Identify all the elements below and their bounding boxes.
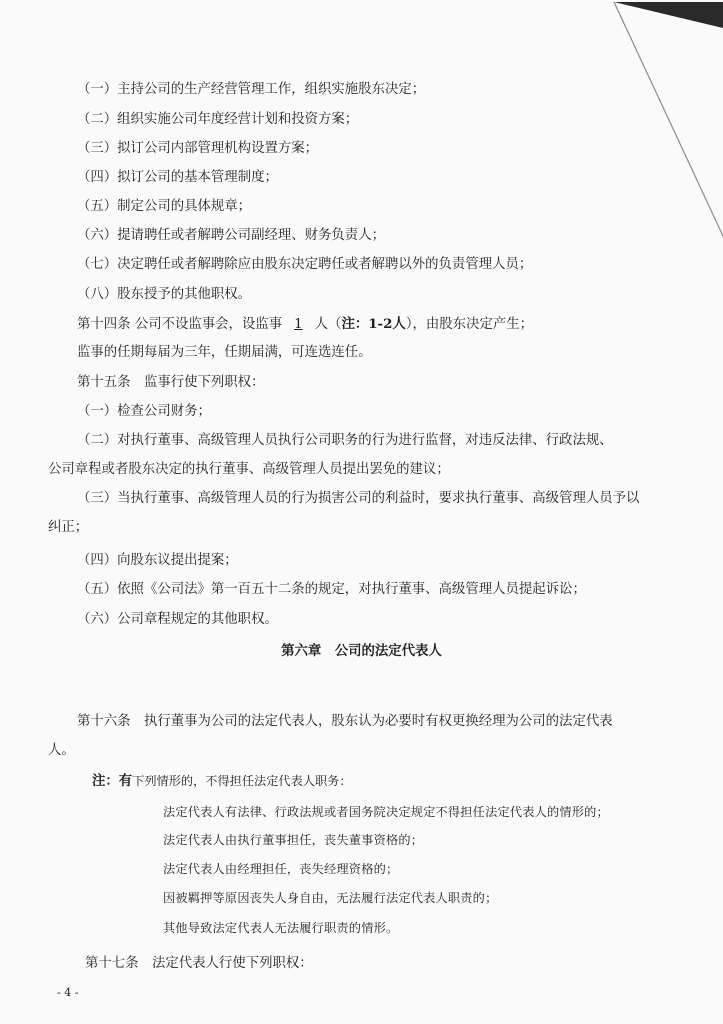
article-14-note: 注：1-2人: [341, 316, 406, 332]
article-15-title: 第十五条 监事行使下列职权：: [77, 375, 265, 390]
power-item: （四）拟订公司的基本管理制度；: [77, 170, 278, 185]
supervisor-power: （四）向股东议提出提案；: [77, 553, 238, 568]
power-item: （二）组织实施公司年度经营计划和投资方案；: [77, 112, 359, 127]
supervisor-power: （五）依照《公司法》第一百五十二条的规定，对执行董事、高级管理人员提起诉讼；: [77, 582, 586, 597]
power-item: （八）股东授予的其他职权。: [77, 287, 252, 302]
power-item: （六）提请聘任或者解聘公司副经理、财务负责人；: [77, 228, 385, 243]
article-14: [77, 315, 533, 334]
note-item: 法定代表人有法律、行政法规或者国务院决定规定不得担任法定代表人的情形的；: [163, 805, 609, 819]
power-item: （七）决定聘任或者解聘除应由股东决定聘任或者解聘以外的负责管理人员；: [77, 257, 533, 272]
article-17: 第十七条 法定代表人行使下列职权：: [85, 956, 313, 971]
article-16-cont: 人。: [48, 743, 75, 758]
power-item: （五）制定公司的具体规章；: [77, 199, 252, 214]
note-item: 法定代表人由经理担任，丧失经理资格的；: [163, 862, 399, 876]
article-14-pre: 第十四条 公司不设监事会，设监事: [77, 317, 283, 332]
note-item: 因被羁押等原因丧失人身自由，无法履行法定代表人职责的；: [163, 891, 498, 905]
power-item: （一）主持公司的生产经营管理工作，组织实施股东决定；: [77, 82, 426, 97]
supervisor-power: （二）对执行董事、高级管理人员执行公司职务的行为进行监督，对违反法律、行政法规、: [77, 433, 613, 448]
supervisor-count: 1: [294, 317, 303, 332]
article-14-term: 监事的任期每届为三年，任期届满，可连选连任。: [77, 345, 372, 360]
supervisor-power: （三）当执行董事、高级管理人员的行为损害公司的利益时，要求执行董事、高级管理人员予以: [77, 491, 640, 506]
note-intro: [92, 772, 352, 791]
article-16: 第十六条 执行董事为公司的法定代表人，股东认为必要时有权更换经理为公司的法定代表: [77, 714, 613, 729]
chapter-heading: 第六章 公司的法定代表人: [281, 643, 442, 659]
supervisor-power-cont: 纠正；: [48, 520, 89, 535]
article-14-post: ），由股东决定产生；: [405, 317, 534, 332]
power-item: （三）拟订公司内部管理机构设置方案；: [77, 141, 319, 156]
note-text: 下列情形的，不得担任法定代表人职务：: [132, 774, 352, 788]
note-item: 法定代表人由执行董事担任，丧失董事资格的；: [163, 833, 424, 847]
page-number: - 4 -: [57, 986, 79, 999]
note-label: 注：有: [92, 773, 133, 789]
supervisor-power-cont: 公司章程或者股东决定的执行董事、高级管理人员提出罢免的建议；: [48, 462, 450, 477]
supervisor-power: （六）公司章程规定的其他职权。: [77, 612, 278, 627]
supervisor-power: （一）检查公司财务；: [77, 404, 211, 419]
note-item: 其他导致法定代表人无法履行职责的情形。: [163, 921, 399, 935]
article-14-mid: 人（: [314, 317, 342, 332]
